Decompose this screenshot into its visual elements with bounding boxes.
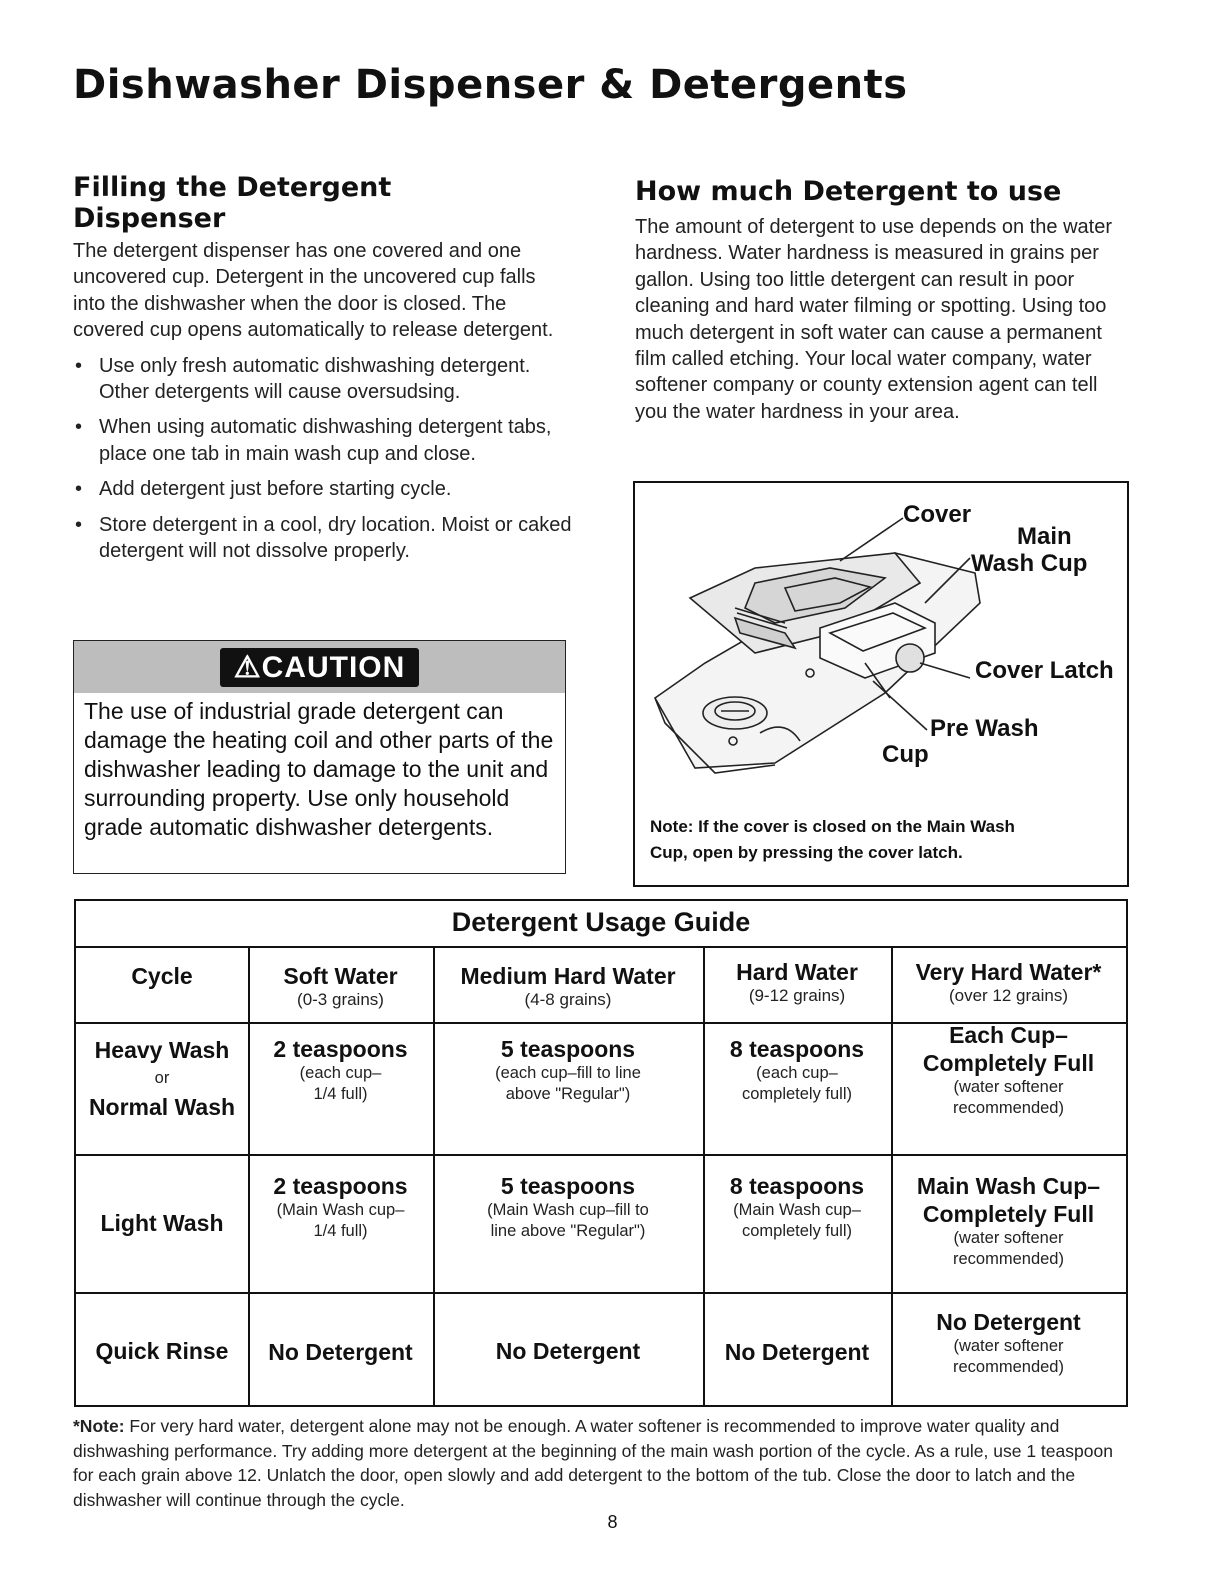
table-row-light-medium: 5 teaspoons (Main Wash cup–fill to line above "Regular") — [487, 1173, 649, 1240]
filling-heading-line2: Dispenser — [73, 203, 226, 234]
label-main-wash-cup: Wash Cup — [971, 550, 1088, 577]
label-cover-latch: Cover Latch — [975, 657, 1114, 684]
list-item: • When using automatic dishwashing detergent tabs, place one tab in main wash cup and close. — [73, 414, 573, 467]
detergent-usage-guide — [74, 899, 1128, 1407]
table-row-heavy-soft: 2 teaspoons (each cup– 1/4 full) — [273, 1036, 408, 1103]
label-pre-wash: Pre Wash — [930, 715, 1039, 742]
table-row-heavy-medium: 5 teaspoons (each cup–fill to line above "Regular") — [495, 1036, 641, 1103]
list-item: • Store detergent in a cool, dry location. Moist or caked detergent will not dissolve properly. — [73, 512, 573, 565]
table-divider — [76, 1154, 1126, 1156]
table-row-light-very: Main Wash Cup– Completely Full (water softener recommended) — [916, 1173, 1101, 1268]
footnote — [73, 1414, 1118, 1512]
table-divider — [76, 946, 1126, 948]
table-row-quick-soft: No Detergent — [268, 1339, 413, 1365]
filling-heading — [73, 172, 573, 234]
table-row-heavy-hard: 8 teaspoons (each cup– completely full) — [729, 1036, 865, 1103]
header-hard-water: Hard Water (9-12 grains) — [736, 959, 858, 1005]
page-number: 8 — [607, 1512, 618, 1532]
diagram-note-line1: Note: If the cover is closed on the Main Wash — [650, 817, 1015, 836]
label-pre-wash-cup: Cup — [882, 741, 929, 768]
table-row-quick-medium: No Detergent — [495, 1338, 641, 1364]
table-row-light-soft: 2 teaspoons (Main Wash cup– 1/4 full) — [273, 1173, 408, 1240]
table-divider — [76, 1292, 1126, 1294]
label-main: Main — [1017, 523, 1072, 550]
table-row-light-hard: 8 teaspoons (Main Wash cup– completely full) — [729, 1173, 865, 1240]
filling-section — [73, 172, 573, 573]
table-row-heavy-very: Each Cup– Completely Full (water softener recommended) — [922, 1022, 1095, 1117]
header-cycle: Cycle — [131, 963, 193, 989]
footnote-label: *Note: — [73, 1416, 125, 1436]
filling-heading-line1: Filling the Detergent — [73, 172, 392, 203]
guide-title: Detergent Usage Guide — [451, 907, 751, 937]
how-much-heading: How much Detergent to use — [635, 176, 1062, 207]
list-item: • Add detergent just before starting cycle. — [73, 476, 573, 502]
warning-icon: ⚠ — [233, 650, 262, 684]
list-item: • Use only fresh automatic dishwashing detergent. Other detergents will cause oversudsing. — [73, 353, 573, 406]
page-title: Dishwasher Dispenser & Detergents — [73, 62, 908, 108]
header-soft-water: Soft Water (0-3 grains) — [283, 963, 398, 1009]
footnote-text: For very hard water, detergent alone may not be enough. A water softener is recommended to improve water quality and dishwashing performance. Try adding more detergent at the beginning of the main wash portion of the cycle. As a rule, use 1 teaspoon for each grain above 12. Unlatch the door, open slowly and add detergent to the bottom of the tub. Close the door to latch and the dishwasher will continue through the cycle. — [73, 1416, 1113, 1510]
table-row-quick-hard: No Detergent — [724, 1339, 870, 1365]
header-very-hard-water: Very Hard Water* (over 12 grains) — [915, 959, 1102, 1005]
diagram-note-line2: Cup, open by pressing the cover latch. — [650, 843, 963, 862]
header-medium-hard-water: Medium Hard Water (4-8 grains) — [460, 963, 676, 1009]
caution-header — [74, 641, 565, 693]
table-row-quick-very: No Detergent (water softener recommended) — [936, 1309, 1081, 1376]
dispenser-diagram — [633, 481, 1129, 887]
filling-bullets — [73, 353, 573, 565]
table-row-heavy-cycle: Heavy Wash or Normal Wash — [88, 1037, 236, 1120]
table-row-quick-cycle: Quick Rinse — [95, 1338, 229, 1364]
caution-box — [73, 640, 566, 874]
filling-intro: The detergent dispenser has one covered and one uncovered cup. Detergent in the uncovered cup falls into the dishwasher when the door is closed. The covered cup opens automatically to release detergent. — [73, 240, 554, 342]
caution-text: The use of industrial grade detergent can damage the heating coil and other parts of the dishwasher leading to damage to the unit and surrounding property. Use only household grade automatic dishwasher detergents. — [84, 698, 554, 840]
how-much-text: The amount of detergent to use depends on the water hardness. Water hardness is measured in grains per gallon. Using too little detergent can result in poor cleaning and hard water filming or spotting. Using too much detergent in soft water can cause a permanent film called etching. Your local water company, water softener company or county extension agent can tell you the water hardness in your area. — [635, 216, 1112, 423]
caution-label: ⚠CAUTION — [220, 648, 420, 687]
table-row-light-cycle: Light Wash — [100, 1210, 224, 1236]
how-much-section — [635, 176, 1115, 425]
label-cover: Cover — [903, 501, 972, 528]
